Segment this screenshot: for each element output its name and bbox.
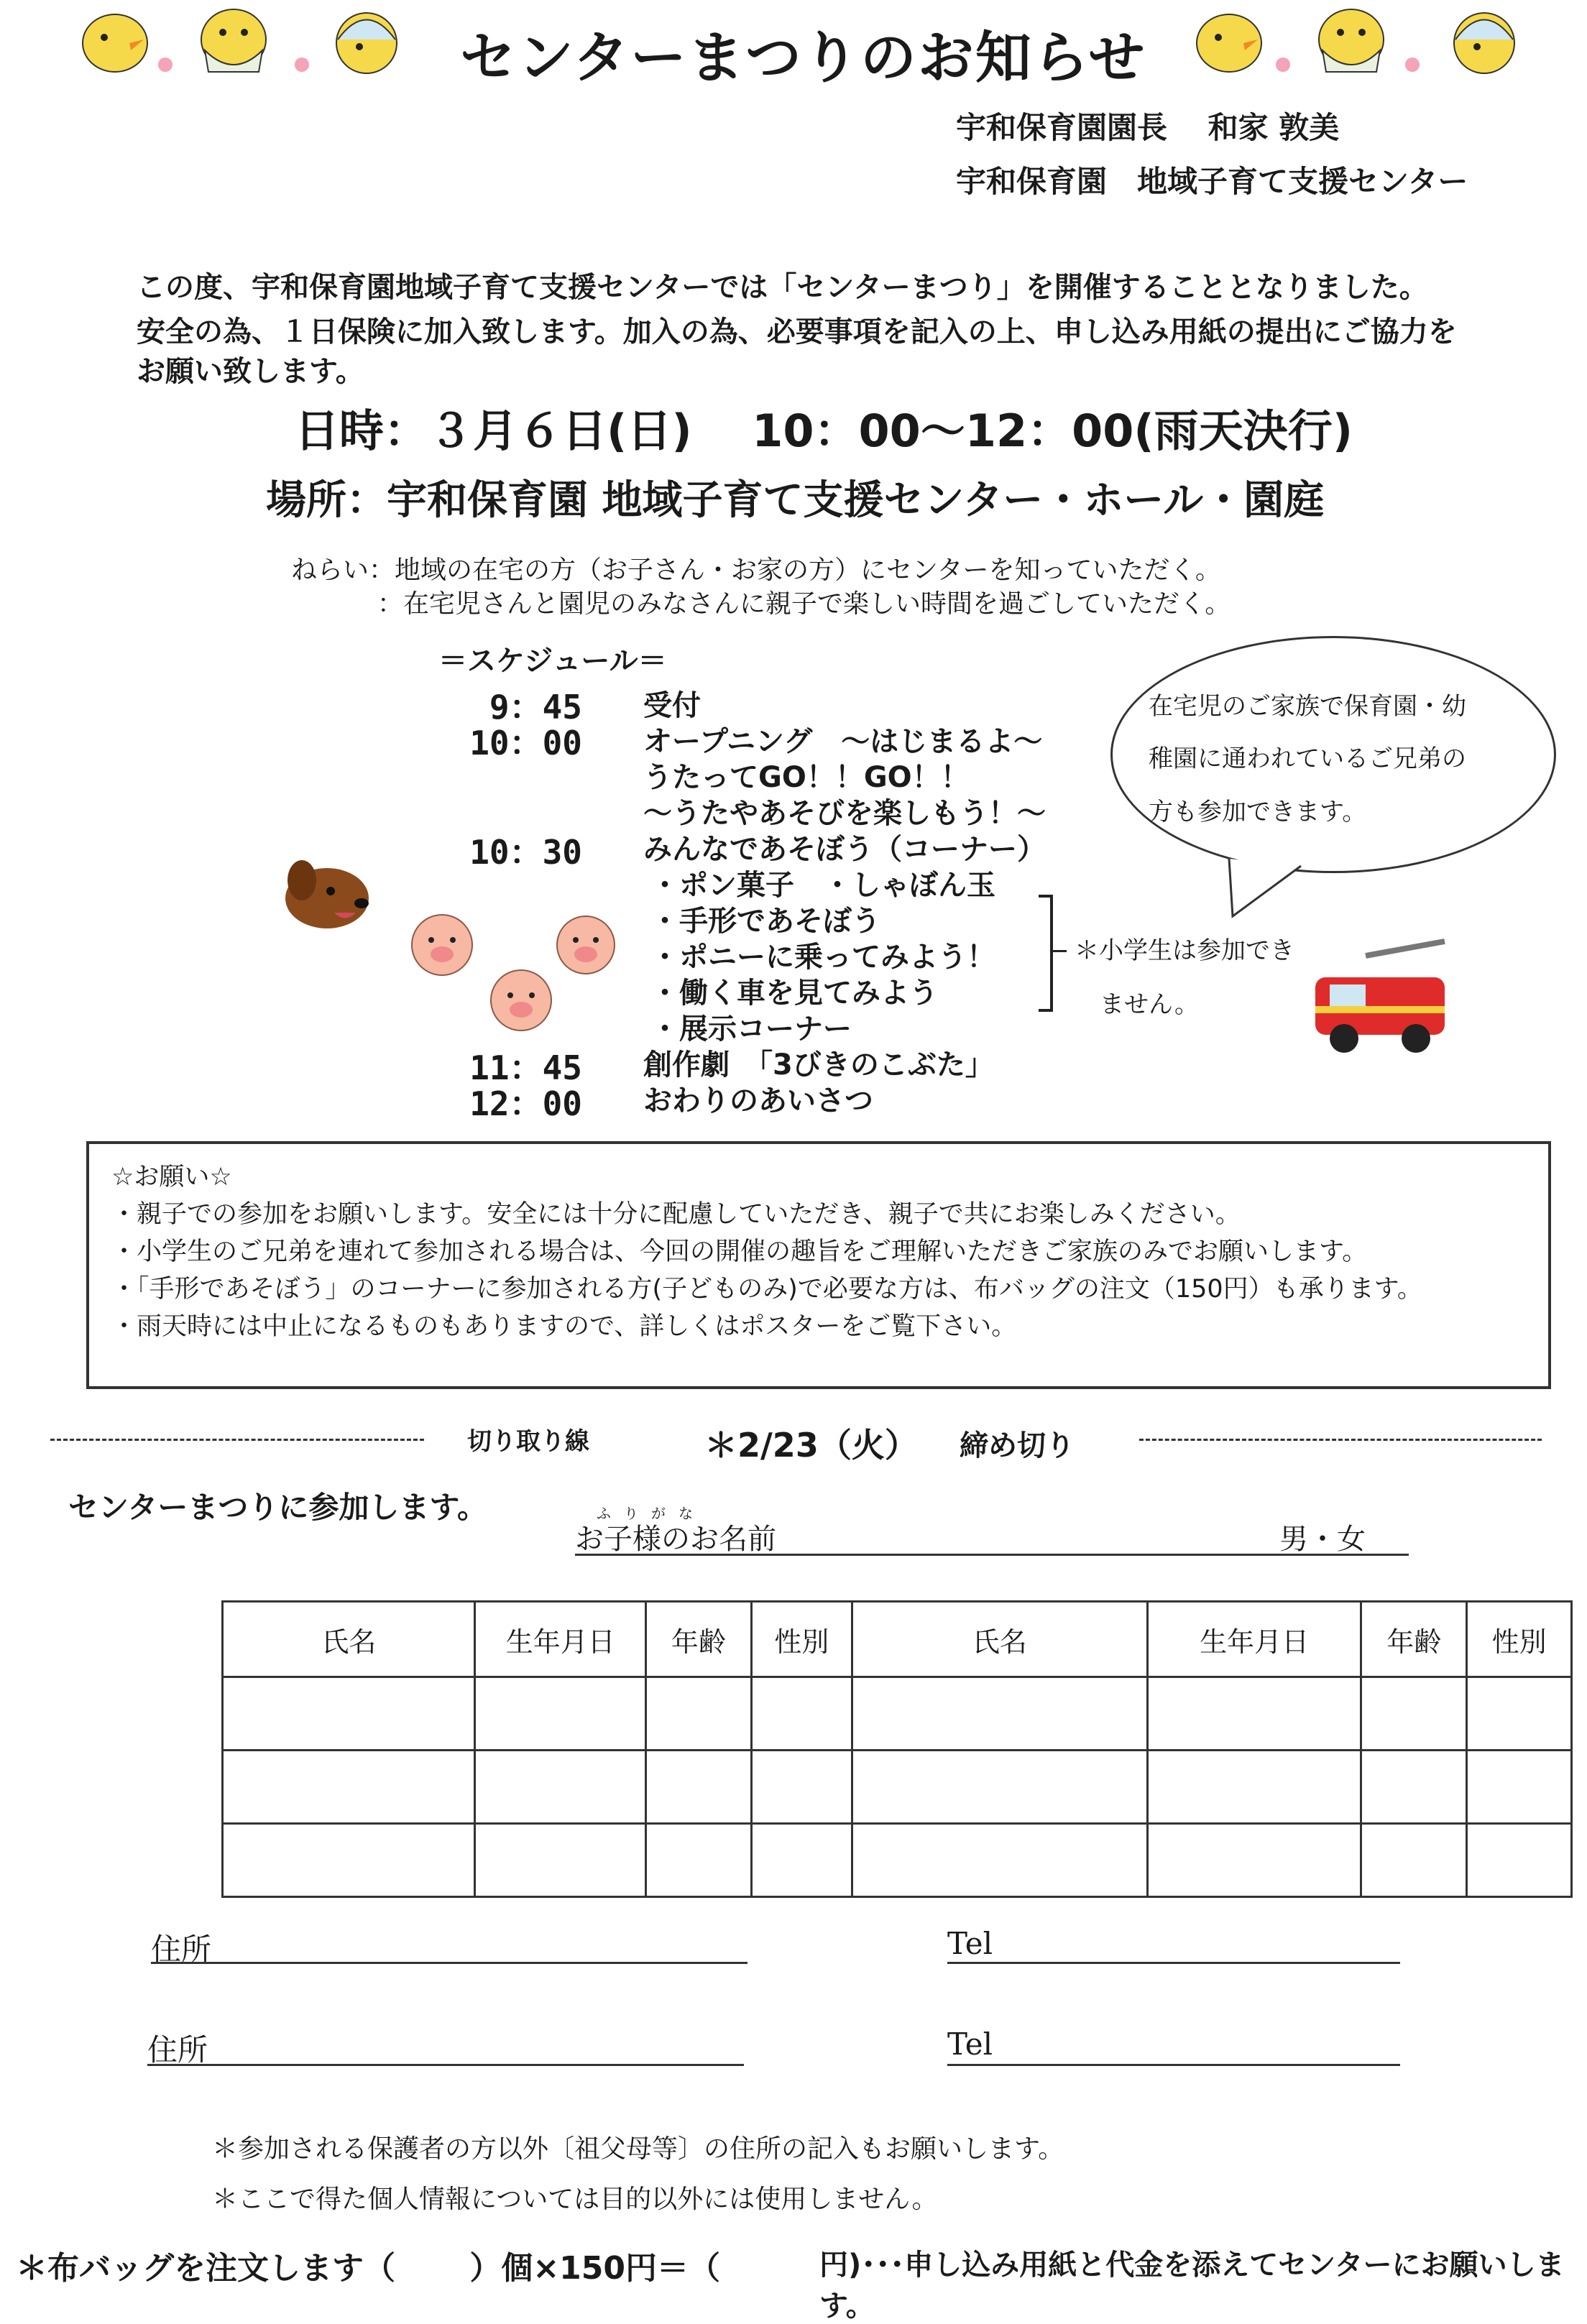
table-cell[interactable] [1147,1824,1361,1897]
bag-order-line: ＊布バッグを注文します（ ）個×150円＝（ [16,2250,721,2287]
schedule-item: ～うたやあそびを楽しもう！～ [643,797,1046,830]
table-header-row [223,1602,1572,1677]
table-cell[interactable] [1467,1677,1572,1751]
address-label: 住所 [147,2032,208,2067]
schedule-item: 創作劇 「3びきのこぶた」 [643,1048,994,1082]
note-item: ・小学生のご兄弟を連れて参加される場合は、今回の開催の趣旨をご理解いただきご家族のみでお願いします。 [111,1237,1368,1266]
cut-line-label: 切り取り線 [467,1427,589,1456]
table-cell[interactable] [475,1677,646,1751]
gender-label: 男・女 [1279,1523,1366,1556]
schedule-time: 11：45 [469,1048,582,1087]
bracket-note-line-1: ＊小学生は参加でき [1075,936,1294,965]
table-row [223,1677,1572,1751]
table-cell[interactable] [1361,1751,1467,1824]
schedule-time: 12：00 [469,1084,582,1123]
child-name-ruby: ふりがな [597,1505,706,1522]
aim-line-1: ねらい：地域の在宅の方（お子さん・お家の方）にセンターを知っていただく。 [291,555,1221,585]
speech-bubble-tail [1222,855,1308,920]
table-cell[interactable] [852,1824,1147,1897]
bracket-note-line-2: ません。 [1100,990,1200,1019]
column-header-age: 年齢 [646,1602,752,1677]
page-title: センターまつりのお知らせ [460,26,1146,91]
deadline-label: 締め切り [960,1429,1075,1462]
dog-illustration [277,859,377,938]
schedule-item: おわりのあいさつ [643,1084,873,1117]
table-cell[interactable] [475,1824,646,1897]
note-item: ・親子での参加をお願いします。安全には十分に配慮していただき、親子で共にお楽しみください。 [111,1200,1241,1229]
note-item: ・雨天時には中止になるものもありますので、詳しくはポスターをご覧下さい。 [111,1312,1017,1341]
table-row [223,1824,1572,1897]
table-cell[interactable] [646,1677,752,1751]
table-cell[interactable] [1361,1677,1467,1751]
tel-field[interactable] [947,1962,1400,1964]
table-cell[interactable] [1467,1824,1572,1897]
table-cell[interactable] [646,1824,752,1897]
column-header-age: 年齢 [1361,1602,1467,1677]
child-name-field[interactable] [575,1554,1409,1556]
chick-decoration-left [72,0,446,86]
note-item: ・「手形であそぼう」のコーナーに参加される方(子どものみ)で必要な方は、布バッグの注文（150円）も承ります。 [111,1275,1422,1304]
footnote-1: ＊参加される保護者の方以外〔祖父母等〕の住所の記入もお願いします。 [212,2134,1064,2164]
address-field[interactable] [151,1962,748,1964]
table-cell[interactable] [475,1751,646,1824]
schedule-item: ・働く車を見てみよう [650,977,938,1010]
tel-label: Tel [947,1926,993,1961]
schedule-item: オープニング ～はじまるよ～ [643,725,1043,758]
schedule-item: 受付 [643,689,701,722]
table-cell[interactable] [1147,1677,1361,1751]
column-header-name: 氏名 [852,1602,1147,1677]
table-cell[interactable] [852,1677,1147,1751]
table-cell[interactable] [852,1751,1147,1824]
aim-line-2: ：在宅児さんと園児のみなさんに親子で楽しい時間を過ごしていただく。 [377,589,1231,619]
column-header-name: 氏名 [223,1602,475,1677]
bag-order-tail: 円)･･･申し込み用紙と代金を添えてセンターにお願いします。 [819,2249,1565,2323]
table-cell[interactable] [751,1677,852,1751]
bubble-line-2: 稚園に通われているご兄弟の [1149,744,1466,773]
schedule-item: ・手形であそぼう [650,905,880,938]
column-header-gender: 性別 [1467,1602,1572,1677]
director-name: 宇和保育園園長 和家 敦美 [956,110,1340,145]
event-datetime: 日時：３月６日(日) 10：00～12：00(雨天決行) [295,405,1353,457]
table-cell[interactable] [223,1751,475,1824]
schedule-time: 10：00 [469,724,582,762]
bracket-tick [1051,950,1067,952]
table-cell[interactable] [1361,1824,1467,1897]
bubble-line-3: 方も参加できます。 [1149,798,1367,826]
address-field[interactable] [147,2064,744,2066]
three-pigs-illustration [399,913,629,1035]
table-cell[interactable] [751,1824,852,1897]
table-cell[interactable] [223,1677,475,1751]
table-cell[interactable] [646,1751,752,1824]
schedule-heading: ＝スケジュール＝ [438,645,667,678]
deadline-date: ＊2/23（火） [704,1426,918,1465]
schedule-item: ・展示コーナー [650,1013,852,1046]
join-statement: センターまつりに参加します。 [68,1490,487,1525]
table-cell[interactable] [751,1751,852,1824]
tel-field[interactable] [947,2064,1400,2066]
notes-heading: ☆お願い☆ [111,1163,232,1191]
cut-line-left [50,1439,424,1441]
table-row [223,1751,1572,1824]
intro-line-3: お願い致します。 [137,355,364,388]
schedule-item: みんなであそぼう（コーナー） [643,833,1046,866]
footnote-2: ＊ここで得た個人情報については目的以外には使用しません。 [212,2185,938,2214]
schedule-time: 9：45 [489,688,582,727]
schedule-time: 10：30 [469,833,582,872]
column-header-gender: 性別 [751,1602,852,1677]
bubble-line-1: 在宅児のご家族で保育園・幼 [1149,692,1466,721]
column-header-birthdate: 生年月日 [1147,1602,1361,1677]
intro-line-1: この度、宇和保育園地域子育て支援センターでは「センターまつり」を開催することとなりました。 [137,271,1428,304]
column-header-birthdate: 生年月日 [475,1602,646,1677]
fire-truck-illustration [1301,934,1459,1056]
schedule-item: ・ポニーに乗ってみよう！ [650,941,995,974]
child-name-label: お子様のお名前 [575,1523,776,1556]
schedule-item: ・ポン菓子 ・しゃぼん玉 [650,869,995,902]
table-cell[interactable] [1147,1751,1361,1824]
participant-table [221,1600,1573,1898]
table-cell[interactable] [1467,1751,1572,1824]
cut-line-right [1139,1439,1542,1441]
organization-name: 宇和保育園 地域子育て支援センター [956,164,1468,199]
schedule-item: うたってGO！！GO！！ [643,761,970,794]
intro-line-2: 安全の為、１日保険に加入致します。加入の為、必要事項を記入の上、申し込み用紙の提出にご協力を [137,315,1457,349]
tel-label: Tel [947,2026,993,2062]
chick-decoration-right [1186,0,1560,86]
table-cell[interactable] [223,1824,475,1897]
address-label: 住所 [151,1932,212,1967]
event-place: 場所：宇和保育園 地域子育て支援センター・ホール・園庭 [266,477,1325,524]
bracket-divider [1039,895,1053,1012]
